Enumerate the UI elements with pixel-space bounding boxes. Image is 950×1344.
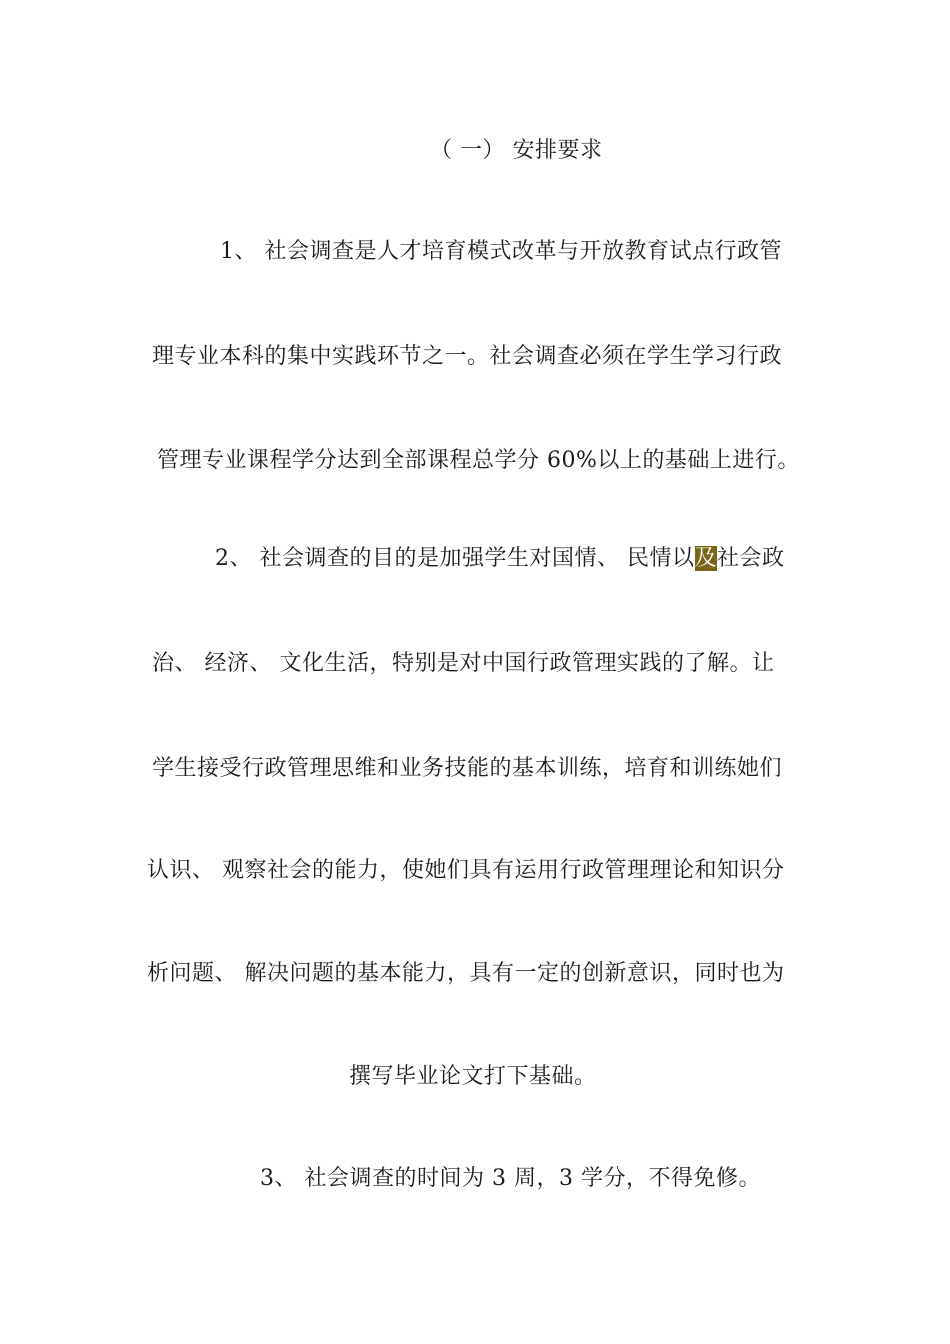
paragraph-2-line-3: 学生接受行政管理思维和业务技能的基本训练，培育和训练她们 [152,756,783,781]
paragraph-2-line-6: 撰写毕业论文打下基础。 [349,1064,597,1089]
paragraph-1-line-1: 1、 社会调查是人才培育模式改革与开放教育试点行政管 [220,239,782,264]
paragraph-1-line-2: 理专业本科的集中实践环节之一。社会调查必须在学生学习行政 [152,344,783,369]
paragraph-2-line-1-text: 2、 社会调查的目的是加强学生对国情、 民情以 [215,546,695,571]
paragraph-2-line-5: 析问题、 解决问题的基本能力，具有一定的创新意识，同时也为 [147,961,785,986]
paragraph-1-line-3: 管理专业课程学分达到全部课程总学分 60%以上的基础上进行。 [157,448,800,473]
paragraph-2-line-4: 认识、 观察社会的能力，使她们具有运用行政管理理论和知识分 [147,858,785,883]
paragraph-2-line-1 [215,544,785,574]
highlighted-character: 及 [694,546,718,571]
paragraph-2-line-1-tail: 社会政 [717,546,785,571]
paragraph-3-line-1: 3、 社会调查的时间为 3 周，3 学分，不得免修。 [260,1166,761,1191]
section-heading: （ 一） 安排要求 [430,138,603,163]
paragraph-2-line-2: 治、 经济、 文化生活，特别是对中国行政管理实践的了解。让 [152,651,775,676]
